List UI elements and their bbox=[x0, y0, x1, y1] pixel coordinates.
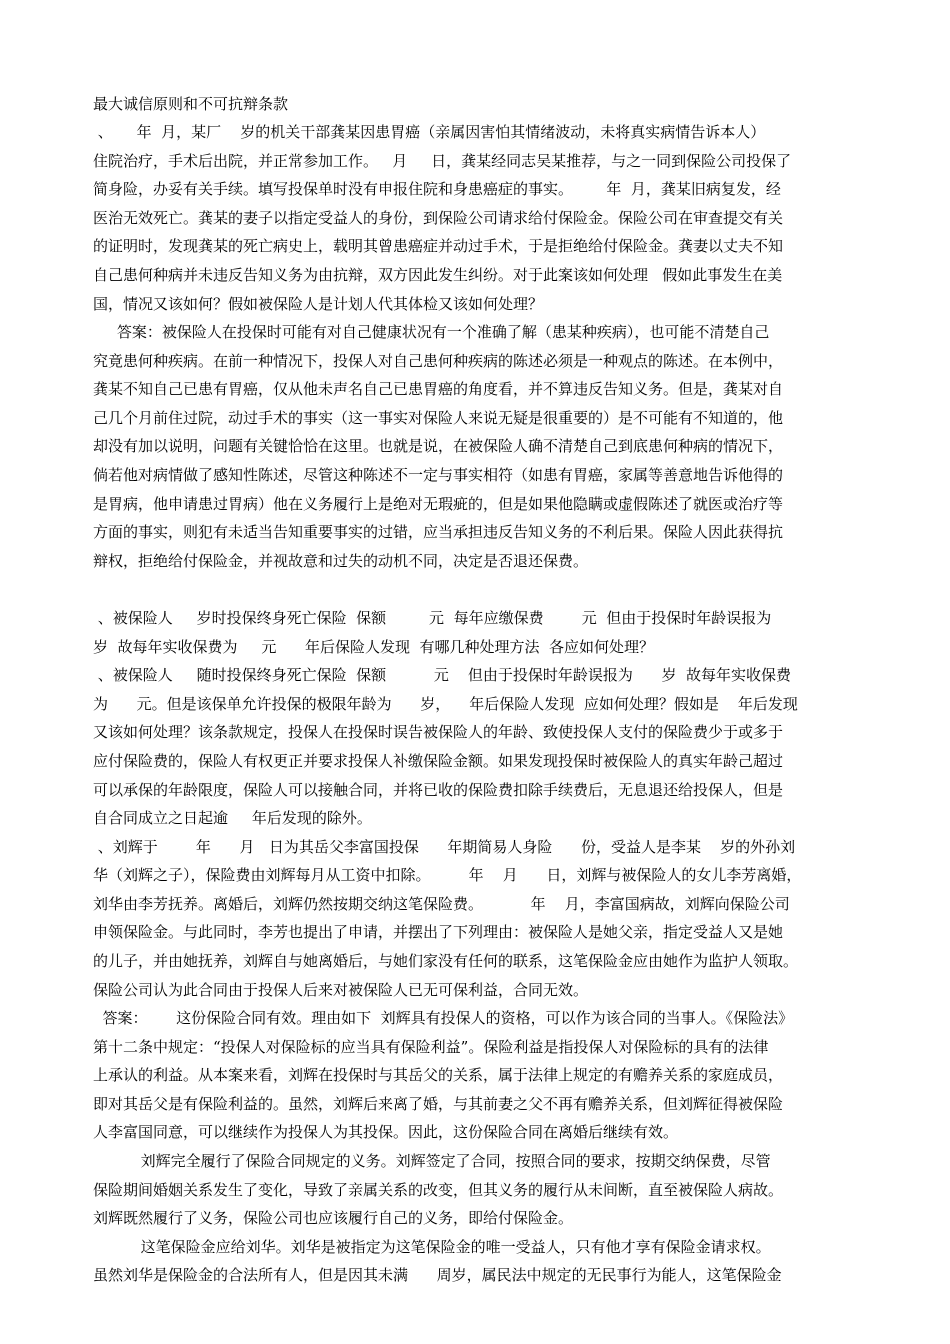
paragraph-line: 岁 故每年实收保费为 元 年后保险人发现 有哪几种处理方法 各应如何处理？ bbox=[93, 638, 655, 656]
paragraph-line: 为 元。但是该保单允许投保的极限年龄为 岁， 年后保险人发现 应如何处理？假如是 年后发现 bbox=[93, 695, 798, 713]
paragraph-line: 龚某不知自己已患有胃癌，仅从他未声名自己已患胃癌的角度看，并不算违反告知义务。但是，龚某对自 bbox=[93, 380, 784, 398]
paragraph-line: 又该如何处理？该条款规定，投保人在投保时误告被保险人的年龄、致使投保人支付的保险费少于或多于 bbox=[93, 723, 784, 741]
paragraph-line: 方面的事实，则犯有未适当告知重要事实的过错，应当承担违反告知义务的不利后果。保险人因此获得抗 bbox=[93, 523, 784, 541]
paragraph-line: 保险公司认为此合同由于投保人后来对被保险人已无可保利益，合同无效。 bbox=[93, 981, 589, 999]
paragraph-line: 自己患何种病并未违反告知义务为由抗辩，双方因此发生纠纷。对于此案该如何处理 假如此事发生在美 bbox=[93, 266, 783, 284]
paragraph-line: 医治无效死亡。龚某的妻子以指定受益人的身份，到保险公司请求给付保险金。保险公司在审查提交有关 bbox=[93, 209, 784, 227]
paragraph-line: 、被保险人 随时投保终身死亡保险 保额 元 但由于投保时年龄误报为 岁 故每年实收保费 bbox=[93, 666, 792, 684]
paragraph-line: 刘辉既然履行了义务，保险公司也应该履行自己的义务，即给付保险金。 bbox=[93, 1209, 574, 1227]
paragraph-line: 国，情况又该如何？假如被保险人是计划人代其体检又该如何处理？ bbox=[93, 295, 544, 313]
paragraph-line: 简身险，办妥有关手续。填写投保单时没有申报住院和身患癌症的事实。 年 月，龚某旧病复发，经 bbox=[93, 180, 781, 198]
paragraph-line: 第十二条中规定：“投保人对保险标的应当具有保险利益”。保险利益是指投保人对保险标的具有的法律 bbox=[93, 1038, 769, 1056]
paragraph-line: 究竟患何种疾病。在前一种情况下，投保人对自己患何种疾病的陈述必须是一种观点的陈述。在本例中， bbox=[93, 352, 784, 370]
paragraph-line: 这笔保险金应给刘华。刘华是被指定为这笔保险金的唯一受益人，只有他才享有保险金请求权。 bbox=[93, 1238, 771, 1256]
paragraph-line: 即对其岳父是有保险利益的。虽然，刘辉后来离了婚，与其前妻之父不再有赡养关系，但刘辉征得被保险 bbox=[93, 1095, 784, 1113]
paragraph-line: 答案： 这份保险合同有效。理由如下 刘辉具有投保人的资格，可以作为该合同的当事人。《保险法》 bbox=[93, 1009, 794, 1027]
paragraph-line: 倘若他对病情做了感知性陈述，尽管这种陈述不一定与事实相符（如患有胃癌，家属等善意地告诉他得的 bbox=[93, 466, 784, 484]
paragraph-line: 华（刘辉之子），保险费由刘辉每月从工资中扣除。 年 月 日，刘辉与被保险人的女儿李芳离婚， bbox=[93, 866, 802, 884]
paragraph-line: 自合同成立之日起逾 年后发现的除外。 bbox=[93, 809, 372, 827]
paragraph-line: 却没有加以说明，问题有关键恰恰在这里。也就是说，在被保险人确不清楚自己到底患何种病的情况下， bbox=[93, 437, 784, 455]
paragraph-line: 、被保险人 岁时投保终身死亡保险 保额 元 每年应缴保费 元 但由于投保时年龄误报为 bbox=[93, 609, 772, 627]
paragraph-line: 申领保险金。与此同时，李芳也提出了申请，并摆出了下列理由：被保险人是她父亲，指定受益人又是她 bbox=[93, 923, 784, 941]
paragraph-line: 的儿子，并由她抚养，刘辉自与她离婚后，与她们家没有任何的联系，这笔保险金应由她作为监护人领取。 bbox=[93, 952, 799, 970]
paragraph-line: 是胃病，他申请患过胃病）他在义务履行上是绝对无瑕疵的，但是如果他隐瞒或虚假陈述了就医或治疗等 bbox=[93, 495, 784, 513]
paragraph-line: 上承认的利益。从本案来看，刘辉在投保时与其岳父的关系，属于法律上规定的有赡养关系的家庭成员， bbox=[93, 1066, 784, 1084]
paragraph-line: 可以承保的年龄限度，保险人可以接触合同，并将已收的保险费扣除手续费后，无息退还给投保人，但是 bbox=[93, 781, 784, 799]
paragraph-line: 虽然刘华是保险金的合法所有人，但是因其未满 周岁，属民法中规定的无民事行为能人，这笔保险金 bbox=[93, 1266, 782, 1284]
paragraph-line: 、 年 月，某厂 岁的机关干部龚某因患胃癌（亲属因害怕其情绪波动，未将真实病情告诉本人） bbox=[93, 123, 766, 141]
paragraph-line: 应付保险费的，保险人有权更正并要求投保人补缴保险金额。如果发现投保时被保险人的真实年龄己超过 bbox=[93, 752, 784, 770]
paragraph-line: 人李富国同意，可以继续作为投保人为其投保。因此，这份保险合同在离婚后继续有效。 bbox=[93, 1123, 679, 1141]
paragraph-line: 己几个月前住过院，动过手术的事实（这一事实对保险人来说无疑是很重要的）是不可能有不知道的，他 bbox=[93, 409, 784, 427]
paragraph-line: 保险期间婚姻关系发生了变化，导致了亲属关系的改变，但其义务的履行从未间断，直至被保险人病故。 bbox=[93, 1181, 784, 1199]
paragraph-line: 、刘辉于 年 月 日为其岳父李富国投保 年期简易人身险 份，受益人是李某 岁的外孙刘 bbox=[93, 838, 796, 856]
paragraph-line: 刘辉完全履行了保险合同规定的义务。刘辉签定了合同，按照合同的要求，按期交纳保费，尽管 bbox=[93, 1152, 771, 1170]
paragraph-line: 住院治疗，手术后出院，并正常参加工作。 月 日，龚某经同志吴某推荐，与之一同到保险公司投保了 bbox=[93, 152, 792, 170]
paragraph-line: 刘华由李芳抚养。离婚后，刘辉仍然按期交纳这笔保险费。 年 月，李富国病故，刘辉向保险公司 bbox=[93, 895, 790, 913]
document-title: 最大诚信原则和不可抗辩条款 bbox=[93, 95, 289, 113]
paragraph-line: 辩权，拒绝给付保险金，并视故意和过失的动机不同，决定是否退还保费。 bbox=[93, 552, 589, 570]
paragraph-line: 答案：被保险人在投保时可能有对自己健康状况有一个准确了解（患某种疾病），也可能不清楚自己 bbox=[93, 323, 770, 341]
paragraph-line: 的证明时，发现龚某的死亡病史上，载明其曾患癌症并动过手术，于是拒绝给付保险金。龚妻以丈夫不知 bbox=[93, 237, 784, 255]
